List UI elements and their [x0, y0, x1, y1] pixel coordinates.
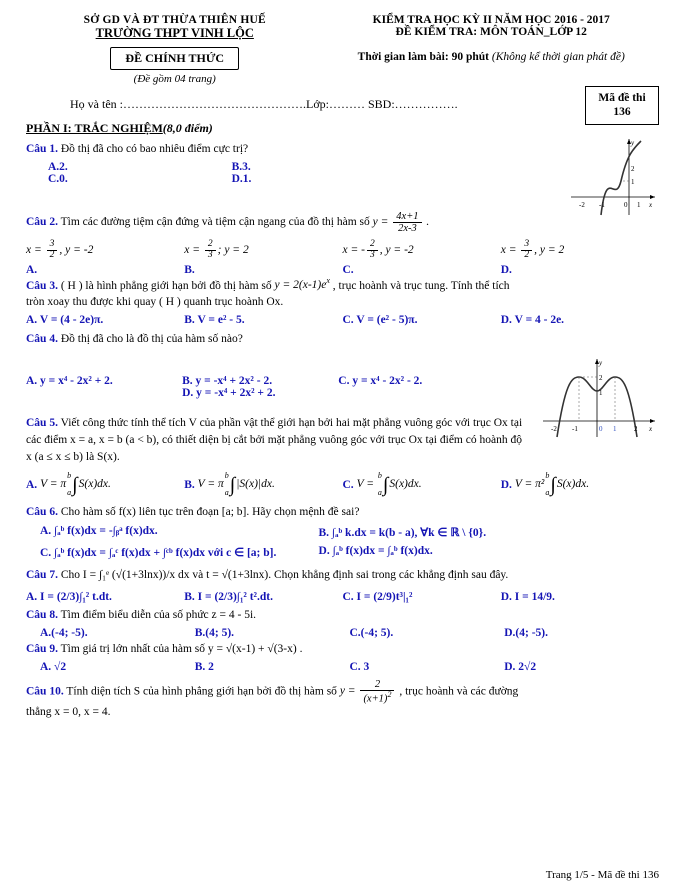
exam-code-value: 136 [613, 106, 631, 119]
question-10 [26, 679, 659, 705]
choice-5-label-a: A. [26, 478, 38, 491]
choice-2-label-d[interactable]: D. [500, 263, 512, 276]
choice-2-label-b[interactable]: B. [184, 263, 195, 276]
page-footer: Trang 1/5 - Mã đề thi 136 [545, 869, 659, 881]
choice-9-d[interactable]: D. 2√2 [504, 660, 537, 673]
question-5-number: Câu 5. [26, 417, 58, 430]
part1-points: (8,0 điểm) [162, 121, 213, 135]
choice-6-a[interactable]: A. ∫ₐᵇ f(x)dx = -∫ᵦᵃ f(x)dx. [40, 524, 158, 537]
question-3-text-a: ( H ) là hình phẳng giới hạn bởi đồ thị hàm số [60, 279, 272, 292]
question-1-choices [48, 161, 415, 185]
question-2-choices [26, 240, 659, 261]
question-3-formula: $y = 2(x-1)e^x$ [274, 276, 330, 292]
question-3 [26, 276, 659, 295]
choice-5-c[interactable]: C. V = b a ∫ S(x)dx. [342, 470, 422, 498]
choice-6-c[interactable]: C. ∫ₐᵇ f(x)dx = ∫ₐᶜ f(x)dx + ∫ᶜᵇ f(x)dx với c ∈ [a; b]. [40, 546, 277, 559]
svg-text:2: 2 [634, 425, 638, 433]
choice-9-a[interactable]: A. √2 [40, 660, 67, 673]
school-name: TRƯỜNG THPT VINH LỘC [95, 26, 254, 40]
question-7-choices [26, 591, 659, 603]
choice-3-d[interactable]: D. V = 4 - 2e. [500, 313, 565, 326]
figure-cubic-graph [567, 135, 659, 219]
svg-text:x: x [649, 425, 653, 433]
choice-5-label-d: D. [500, 478, 512, 491]
choice-3-a[interactable]: A. V = (4 - 2e)π. [26, 313, 104, 326]
exam-block [324, 14, 659, 41]
part1-title: PHẦN I: TRẮC NGHIỆM [26, 121, 163, 135]
choice-1-d[interactable]: D.1. [231, 172, 252, 185]
question-8-number: Câu 8. [26, 609, 58, 622]
choice-1-b[interactable]: B.3. [231, 160, 251, 173]
choice-2-label-a[interactable]: A. [26, 263, 38, 276]
subheader-row [26, 47, 659, 85]
svg-text:-1: -1 [599, 201, 605, 209]
question-2-choice-labels [26, 264, 659, 276]
question-1-text: Đồ thị đã cho có bao nhiêu điểm cực trị? [60, 143, 249, 155]
question-5-text-a: Viết công thức tính thể tích V của phần vật thể giới hạn bởi hai mặt phẳng vuông góc với trục Ox tại [60, 417, 523, 430]
question-1-number: Câu 1. [26, 143, 58, 155]
svg-text:0: 0 [624, 201, 628, 209]
choice-1-a[interactable]: A.2. [48, 160, 68, 173]
choice-7-a[interactable]: A. I = (2/3)∫₁² t.dt. [26, 591, 112, 604]
choice-7-c[interactable]: C. I = (2/9)t³|₁² [342, 591, 413, 604]
question-3-text-d: tròn xoay thu được khi quay ( H ) quanh trục hoành Ox. [26, 296, 284, 309]
question-1 [26, 141, 659, 158]
choice-2-b[interactable]: x = $\frac{2}{3}$ ; y = 2 [184, 238, 249, 260]
svg-text:x: x [649, 201, 653, 209]
choice-7-b[interactable]: B. I = (2/3)∫₁² t².dt. [184, 591, 273, 604]
svg-text:1: 1 [613, 425, 617, 433]
choice-6-b[interactable]: B. ∫ₐᵇ k.dx = k(b - a), ∀k ∈ ℝ \ {0}. [318, 526, 487, 539]
choice-5-a[interactable]: A. V = π b a ∫ S(x)dx. [26, 470, 111, 498]
figure-cubic-svg [567, 135, 659, 219]
figure-quartic-svg [539, 355, 659, 445]
question-9-choices [40, 661, 659, 673]
question-4-text: Đồ thị đã cho là đồ thị của hàm số nào? [60, 332, 243, 345]
time-label: Thời gian làm bài: 90 phút [357, 51, 489, 63]
choice-5-label-b: B. [184, 478, 195, 491]
question-6-text: Cho hàm số f(x) liên tục trên đoạn [a; b]. Hãy chọn mệnh đề sai? [60, 505, 360, 518]
time-block [324, 47, 659, 63]
svg-text:1: 1 [637, 201, 641, 209]
question-5-text-c: x (a ≤ x ≤ b) là S(x). [26, 450, 120, 463]
choice-4-a[interactable]: A. y = x⁴ - 2x² + 2. [26, 375, 113, 388]
official-badge: ĐỀ CHÍNH THỨC [110, 47, 239, 70]
question-3-number: Câu 3. [26, 279, 58, 292]
choice-8-d[interactable]: D.(4; -5). [504, 626, 548, 639]
choice-2-c[interactable]: x = - $\frac{2}{3}$ , y = -2 [342, 238, 414, 260]
choice-2-a[interactable]: x = $\frac{3}{2}$ , y = -2 [26, 238, 94, 260]
svg-text:-1: -1 [572, 425, 578, 433]
choice-1-c[interactable]: C.0. [48, 172, 68, 185]
question-2-formula: y = $\frac{4x+1}{2x-3}$ . [372, 210, 430, 234]
question-7-text-b: I = ∫₁ᵉ (√(1+3lnx))/x dx và t = √(1+3lnx). Chọn khẳng định sai trong các khẳng định sau đây. [82, 568, 509, 581]
choice-7-d[interactable]: D. I = 14/9. [500, 591, 555, 604]
choice-4-c[interactable]: C. y = x⁴ - 2x² - 2. [338, 375, 423, 388]
svg-text:-2: -2 [579, 201, 585, 209]
exam-subject: ĐỀ KIỂM TRA: MÔN TOÁN_LỚP 12 [395, 26, 587, 38]
exam-code-box [585, 86, 659, 125]
question-5-choices [26, 472, 659, 498]
page-header [26, 14, 659, 41]
question-3-text-c: , trục hoành và trục tung. Tính thể tích [332, 279, 510, 292]
question-3-choices [26, 314, 659, 326]
question-8-text: Tìm điểm biểu diễn của số phức z = 4 - 5i. [60, 609, 257, 622]
school-block [26, 14, 324, 41]
school-authority: SỞ GD VÀ ĐT THỪA THIÊN HUẾ [83, 14, 266, 26]
question-6 [26, 504, 659, 521]
svg-text:-2: -2 [551, 425, 557, 433]
exam-title: KIỂM TRA HỌC KỲ II NĂM HỌC 2016 - 2017 [372, 14, 610, 26]
question-4-number: Câu 4. [26, 332, 58, 345]
question-2-number: Câu 2. [26, 215, 58, 228]
svg-text:1: 1 [599, 389, 603, 397]
question-9 [26, 641, 659, 658]
question-2-text: Tìm các đường tiệm cận đứng và tiệm cận ngang của đồ thị hàm số [60, 215, 370, 228]
question-9-number: Câu 9. [26, 642, 58, 655]
exam-code-label: Mã đề thi [598, 92, 646, 104]
svg-text:1: 1 [631, 178, 635, 186]
question-10-text-a: Tính diện tích S của hình phẳng giới hạn bởi đồ thị hàm số [66, 684, 337, 697]
question-10-text-c: , trục hoành và các đường [399, 684, 519, 697]
choice-2-d[interactable]: x = $\frac{3}{2}$ , y = 2 [500, 238, 565, 260]
svg-text:2: 2 [631, 165, 635, 173]
question-10-text-d: thẳng x = 0, x = 4. [26, 706, 111, 719]
choice-3-c[interactable]: C. V = (e² - 5)π. [342, 313, 418, 326]
question-10-formula: y = $\frac{2}{(x+1)^2}$ [340, 685, 400, 697]
question-8-choices [40, 627, 659, 639]
question-7-text-a: Cho [60, 568, 80, 581]
question-2 [26, 211, 659, 234]
question-10-number: Câu 10. [26, 684, 64, 697]
student-info-line: Họ và tên :……………………………………….Lớp:……… SBD:……………. [70, 97, 458, 111]
question-9-text: Tìm giá trị lớn nhất của hàm số y = √(x-1) + √(3-x) . [60, 642, 303, 655]
choice-3-b[interactable]: B. V = e² - 5. [184, 313, 245, 326]
question-7-number: Câu 7. [26, 568, 58, 581]
time-note: (Không kể thời gian phát đề) [491, 51, 625, 63]
question-4-choices [26, 375, 494, 399]
choice-8-a[interactable]: A.(-4; -5). [40, 626, 88, 639]
figure-quartic-graph [539, 355, 659, 445]
choice-4-d[interactable]: D. y = -x⁴ + 2x² + 2. [182, 387, 276, 400]
question-7 [26, 567, 659, 584]
choice-8-c[interactable]: C.(-4; 5). [349, 626, 394, 639]
choice-5-d[interactable]: D. V = π² b a ∫ S(x)dx. [500, 470, 590, 498]
choice-2-label-c[interactable]: C. [342, 263, 354, 276]
pages-note: (Đề gồm 04 trang) [133, 73, 216, 85]
svg-text:y: y [599, 359, 603, 367]
svg-text:y: y [631, 139, 635, 147]
choice-9-b[interactable]: B. 2 [194, 660, 214, 673]
svg-text:2: 2 [599, 374, 603, 382]
question-8 [26, 607, 659, 624]
question-4 [26, 331, 659, 348]
official-block [26, 47, 324, 85]
question-5-text-b: các điểm x = a, x = b (a < b), có thiết diện bị cắt bởi mặt phẳng vuông góc với trục Ox tại điểm có hoành độ [26, 434, 522, 447]
part1-heading [26, 121, 659, 136]
choice-6-d[interactable]: D. ∫ₐᵇ f(x)dx = ∫ₐᵇ f(x)dx. [318, 544, 433, 557]
choice-5-b[interactable]: B. V = π b a ∫ |S(x)|dx. [184, 470, 275, 498]
choice-9-c[interactable]: C. 3 [349, 660, 370, 673]
choice-4-b[interactable]: B. y = -x⁴ + 2x² - 2. [182, 375, 273, 388]
svg-text:0: 0 [599, 425, 603, 433]
question-6-number: Câu 6. [26, 505, 58, 518]
choice-8-b[interactable]: B.(4; 5). [194, 626, 235, 639]
question-6-choices [40, 525, 597, 559]
choice-5-label-c: C. [342, 478, 354, 491]
